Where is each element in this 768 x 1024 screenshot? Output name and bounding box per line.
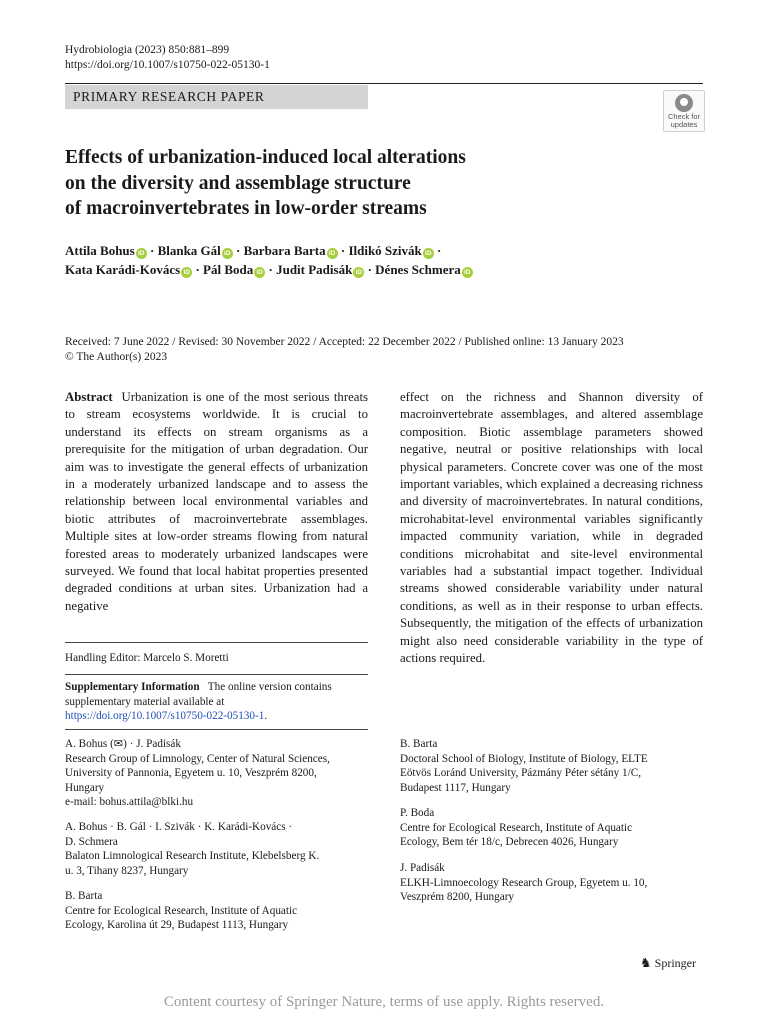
title-line-3: of macroinvertebrates in low-order streams (65, 198, 427, 219)
supplementary-info: Supplementary Information The online version contains supplementary material available at https://doi.org/10.1007/s10750-022-05130-1. (65, 681, 332, 722)
author-name: Dénes Schmera (375, 262, 461, 277)
author-name: Kata Karádi-Kovács (65, 262, 181, 277)
abstract-text-right: effect on the richness and Shannon diversity of macroinvertebrate assemblages, and altered assemblage composition. Biotic assemblage parameters showed negative, neutral or positive relationships with local physical parameters. Concrete cover was one of the most important variables, which explained a decreasing richness and diversity of macroinvertebrates. In natural conditions, microhabitat-level environmental variables significantly impacted community variation, while in degraded conditions microhabitat and site-level environmental variables had a substantial impact together. Individual streams showed considerable variability under natural conditions, as well as in their response to urban effects. Subsequently, the mitigation of the effects of urbanization might also need considerable variability in the type of actions required. (400, 390, 703, 666)
title-line-1: Effects of urbanization-induced local alterations (65, 147, 466, 168)
author-name: Attila Bohus (65, 243, 135, 258)
publisher-name: Springer (654, 956, 696, 970)
author-line-1: Attila Bohus iD · Blanka Gál iD · Barbara Barta iD · Ildikó Szivák iD · (65, 243, 442, 258)
author-name: Barbara Barta (243, 243, 326, 258)
abstract-heading: Abstract (65, 390, 113, 404)
affiliation-line: Doctoral School of Biology, Institute of Biology, ELTE (400, 752, 648, 765)
abstract-text-left: Urbanization is one of the most serious threats to stream ecosystems worldwide. It is crucial to understand its effects on stream organisms as a prerequisite for the mitigation of urban degradation. Our aim was to investigate the general effects of urbanization in a moderately urbanized landscape and to assess the relationship between local environmental variables and biotic attributes of macroinvertebrate assemblages. Multiple sites at low-order streams flowing from natural forested areas to moderately urbanized landscapes were surveyed. We found that local habitat properties presented degraded conditions at urban sites. Urbanization had a negative (65, 390, 368, 613)
author-name: Pál Boda (203, 262, 254, 277)
orcid-icon[interactable]: iD (136, 248, 147, 259)
affiliation-block (65, 737, 368, 810)
dates-line: Received: 7 June 2022 / Revised: 30 November 2022 / Accepted: 22 December 2022 / Published online: 13 January 2023 (65, 336, 624, 348)
affiliation-line: u. 3, Tihany 8237, Hungary (65, 864, 189, 877)
affiliation-names: P. Boda (400, 807, 435, 819)
author-list (65, 241, 705, 279)
footnote-rule (65, 729, 368, 730)
affiliation-block (65, 820, 368, 878)
journal-header (65, 43, 270, 73)
affiliation-line: Veszprém 8200, Hungary (400, 891, 515, 903)
affiliation-block (400, 861, 703, 905)
check-for-updates-badge[interactable] (663, 90, 705, 132)
author-name: Blanka Gál (157, 243, 221, 258)
affiliation-block (400, 737, 703, 795)
orcid-icon[interactable]: iD (254, 267, 265, 278)
affiliation-line: Research Group of Limnology, Center of Natural Sciences, (65, 752, 330, 765)
affiliation-line: Centre for Ecological Research, Institute of Aquatic (65, 904, 298, 917)
journal-citation: Hydrobiologia (2023) 850:881–899 (65, 44, 230, 56)
affiliation-line: ELKH-Limnoecology Research Group, Egyetem u. 10, (400, 876, 648, 889)
check-updates-line2: updates (670, 120, 698, 129)
springer-logo (640, 955, 696, 971)
affiliation-block (65, 889, 368, 933)
abstract-right-column (400, 389, 703, 668)
rights-footer: Content courtesy of Springer Nature, terms of use apply. Rights reserved. (163, 994, 605, 1010)
affiliation-names: A. Bohus · B. Gál · I. Szivák · K. Karádi-Kovács · (65, 821, 293, 833)
orcid-icon[interactable]: iD (222, 248, 233, 259)
affiliation-line: Centre for Ecological Research, Institute of Aquatic (400, 821, 633, 834)
handling-editor: Handling Editor: Marcelo S. Moretti (65, 652, 229, 664)
affiliation-block (400, 806, 703, 850)
article-type-banner: PRIMARY RESEARCH PAPER (65, 85, 368, 109)
affiliation-line: Eötvös Loránd University, Pázmány Péter sétány 1/C, (400, 767, 642, 779)
article-title (65, 145, 625, 222)
affiliation-names: A. Bohus (✉) · J. Padisák (65, 738, 181, 750)
orcid-icon[interactable]: iD (327, 248, 338, 259)
journal-doi[interactable]: https://doi.org/10.1007/s10750-022-05130-1 (65, 59, 270, 71)
supplementary-heading: Supplementary Information (65, 681, 200, 693)
header-rule (65, 83, 703, 84)
check-updates-icon (675, 94, 693, 112)
footnote-rule (65, 642, 368, 643)
check-updates-line1: Check for (667, 112, 701, 121)
affiliation-line: University of Pannonia, Egyetem u. 10, Veszprém 8200, (65, 767, 317, 779)
affiliation-names: B. Barta (400, 738, 438, 750)
affiliation-names: J. Padisák (400, 862, 445, 874)
publication-dates (65, 335, 705, 365)
affiliation-names: D. Schmera (65, 835, 118, 848)
orcid-icon[interactable]: iD (353, 267, 364, 278)
affiliation-email[interactable]: e-mail: bohus.attila@blki.hu (65, 796, 194, 808)
author-name: Judit Padisák (276, 262, 353, 277)
copyright-line: © The Author(s) 2023 (65, 351, 168, 363)
author-line-2: Kata Karádi-Kovács iD · Pál Boda iD · Judit Padisák iD · Dénes Schmera iD (65, 260, 705, 279)
affiliation-line: Hungary (65, 781, 105, 794)
footnote-rule (65, 674, 368, 675)
orcid-icon[interactable]: iD (423, 248, 434, 259)
orcid-icon[interactable]: iD (462, 267, 473, 278)
abstract-left-column (65, 389, 368, 615)
supplementary-link[interactable]: https://doi.org/10.1007/s10750-022-05130-1 (65, 710, 265, 722)
orcid-icon[interactable]: iD (181, 267, 192, 278)
author-name: Ildikó Szivák (348, 243, 422, 258)
envelope-icon[interactable]: ✉ (113, 738, 124, 750)
affiliation-line: Ecology, Karolina út 29, Budapest 1113, Hungary (65, 919, 289, 931)
affiliation-line: Budapest 1117, Hungary (400, 781, 511, 794)
affiliation-line: Balaton Limnological Research Institute, Klebelsberg K. (65, 850, 320, 862)
title-line-2: on the diversity and assemblage structure (65, 172, 411, 194)
affiliation-line: Ecology, Bem tér 18/c, Debrecen 4026, Hungary (400, 836, 619, 848)
affiliation-names: B. Barta (65, 890, 103, 902)
springer-horse-icon: ♞ (640, 955, 652, 970)
supplementary-text: The online version contains supplementary material available at (65, 681, 332, 708)
